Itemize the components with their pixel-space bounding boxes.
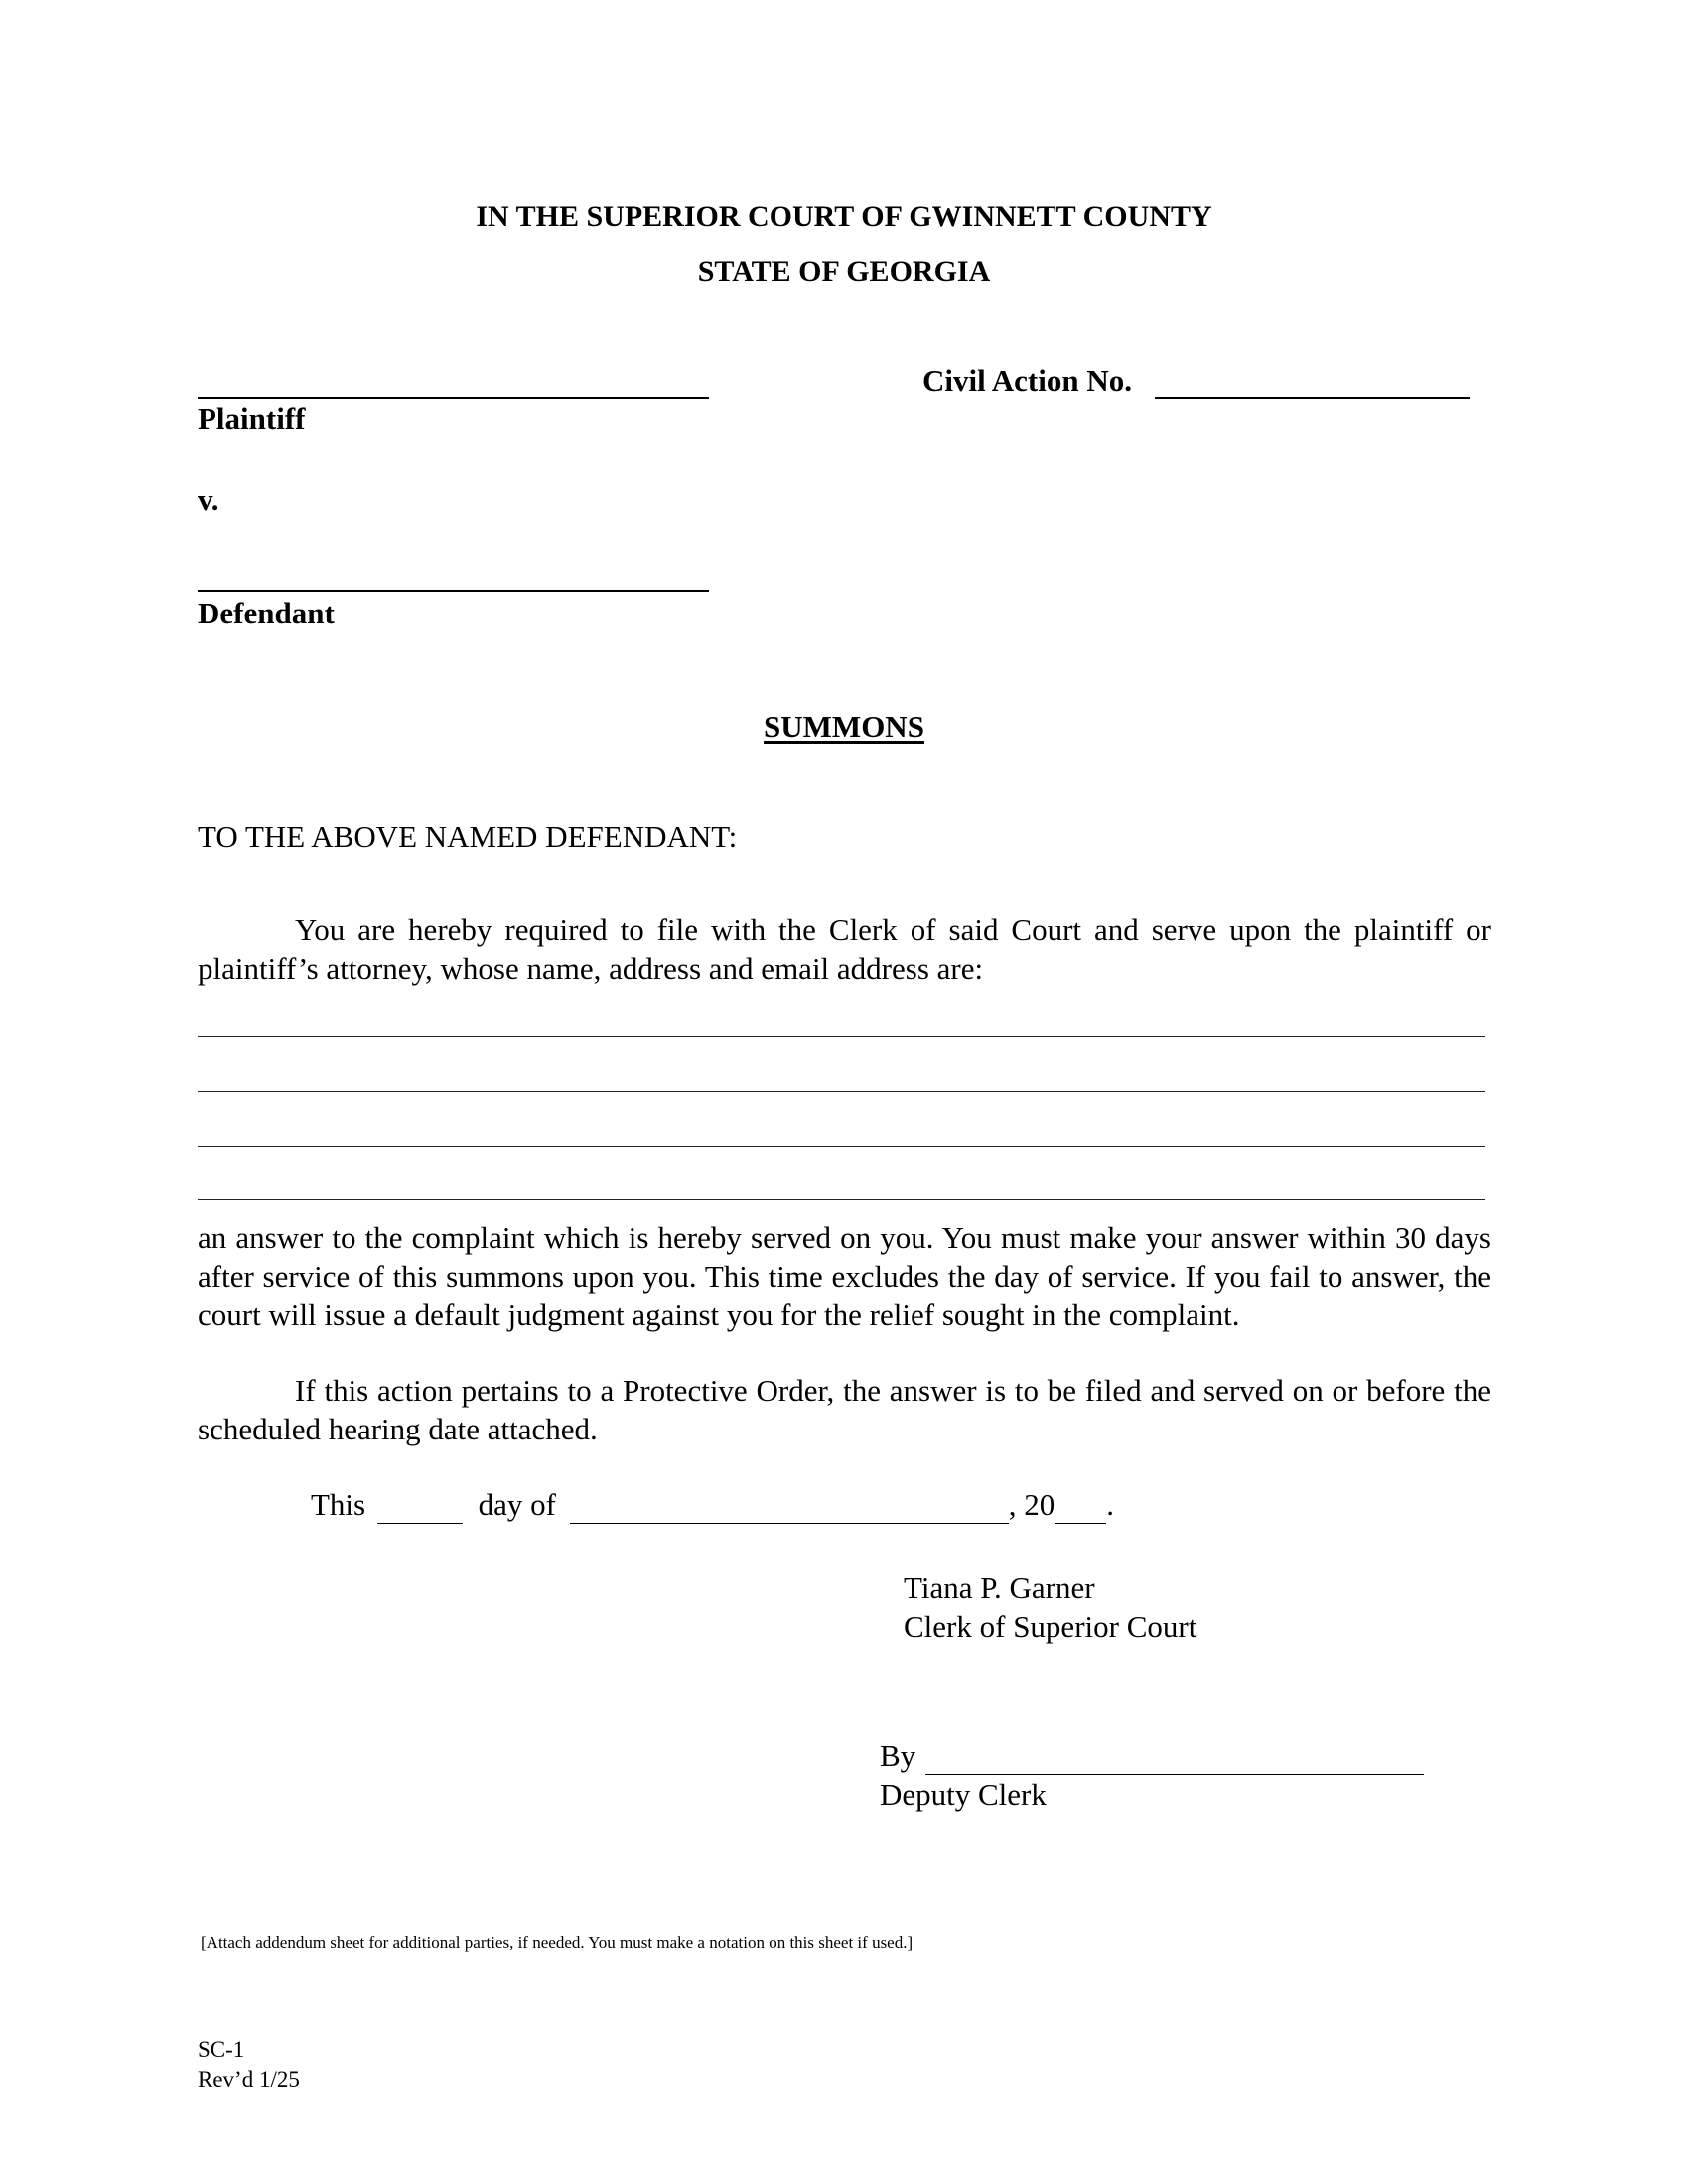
protective-order-paragraph: If this action pertains to a Protective Order, the answer is to be filed and served on or before the scheduled hearing date attached.	[198, 1373, 1491, 1446]
instruction-paragraph: You are hereby required to file with the Clerk of said Court and serve upon the plaintiff or plaintiff’s attorney, whose name, address and email address are:	[198, 912, 1491, 986]
clerk-title: Clerk of Superior Court	[904, 1609, 1197, 1644]
date-this-label: This	[311, 1487, 366, 1522]
date-line	[311, 1487, 1114, 1524]
plaintiff-name-line[interactable]	[198, 397, 709, 399]
court-name-line: IN THE SUPERIOR COURT OF GWINNETT COUNTY	[476, 201, 1212, 233]
salutation: TO THE ABOVE NAMED DEFENDANT:	[198, 819, 738, 854]
date-end: .	[1106, 1487, 1114, 1522]
form-revision: Rev’d 1/25	[198, 2067, 300, 2092]
deputy-clerk-title: Deputy Clerk	[880, 1777, 1047, 1812]
date-day-of-label: day of	[478, 1487, 556, 1522]
attorney-info-line-2[interactable]	[198, 1091, 1485, 1092]
clerk-name: Tiana P. Garner	[904, 1570, 1095, 1605]
year-blank[interactable]	[1055, 1487, 1106, 1524]
summons-title: SUMMONS	[764, 709, 924, 744]
defendant-label: Defendant	[198, 596, 335, 630]
deputy-signature-line[interactable]	[925, 1738, 1424, 1775]
civil-action-number-line[interactable]	[1155, 397, 1470, 399]
state-line: STATE OF GEORGIA	[697, 255, 991, 288]
attorney-info-line-3[interactable]	[198, 1146, 1485, 1147]
defendant-name-line[interactable]	[198, 590, 709, 592]
day-blank[interactable]	[377, 1487, 463, 1524]
plaintiff-label: Plaintiff	[198, 401, 306, 436]
civil-action-label: Civil Action No.	[922, 363, 1132, 398]
attorney-info-line-4[interactable]	[198, 1199, 1485, 1200]
by-label: By	[880, 1738, 916, 1773]
versus-label: v.	[198, 482, 219, 517]
form-code: SC-1	[198, 2037, 245, 2062]
addendum-footnote: [Attach addendum sheet for additional parties, if needed. You must make a notation on this sheet if used.]	[201, 1933, 914, 1952]
attorney-info-line-1[interactable]	[198, 1036, 1485, 1037]
month-blank[interactable]	[570, 1487, 1009, 1524]
date-year-prefix: , 20	[1008, 1487, 1055, 1522]
answer-paragraph: an answer to the complaint which is hereby served on you. You must make your answer within 30 days after service of this summons upon you. This time excludes the day of service. If you fail to answer, the court will issue a default judgment against you for the relief sought in the complaint.	[198, 1220, 1491, 1332]
